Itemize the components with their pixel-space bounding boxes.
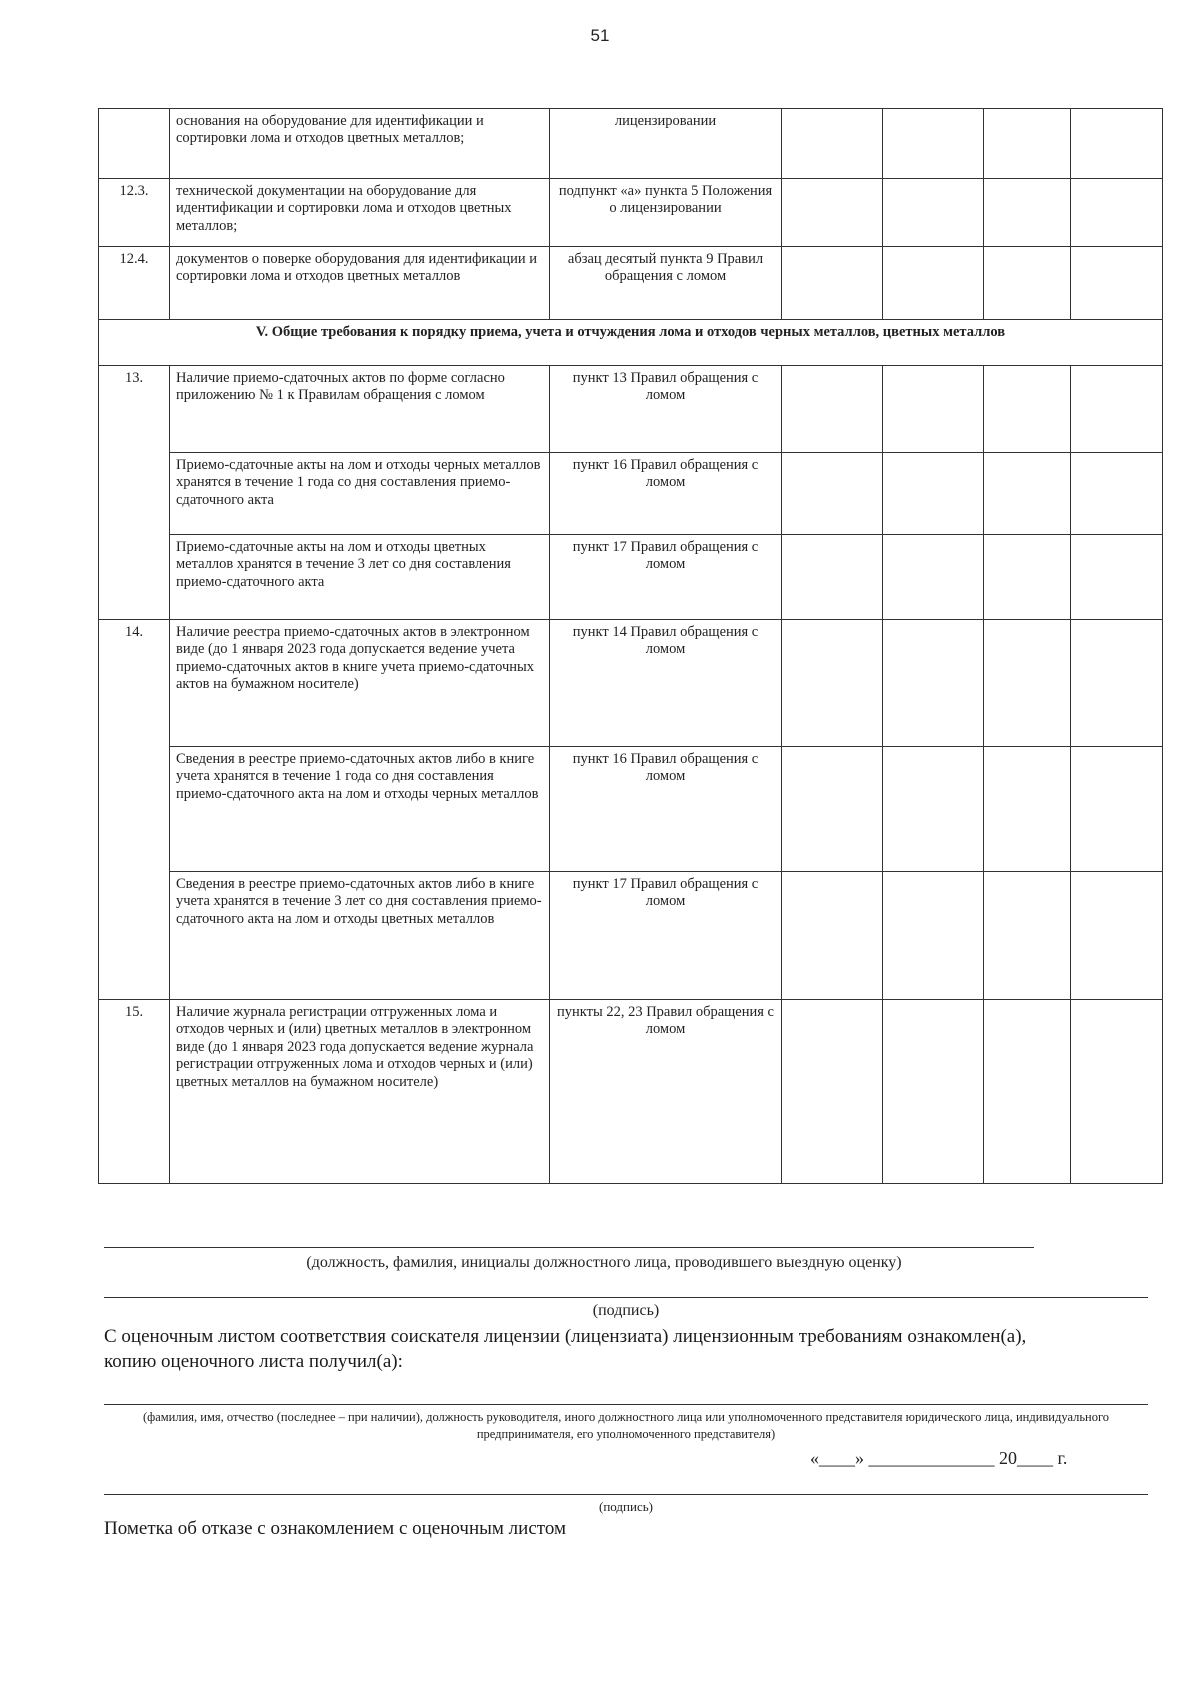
empty-cell [984, 247, 1071, 320]
requirement-text: Приемо-сдаточные акты на лом и отходы черных металлов хранятся в течение 1 года со дня составления приемо-сдаточного акта [170, 453, 550, 535]
second-signature-caption: (подпись) [599, 1499, 653, 1514]
empty-cell [883, 179, 984, 247]
empty-cell [984, 1000, 1071, 1184]
empty-cell [883, 872, 984, 1000]
requirement-text: Сведения в реестре приемо-сдаточных актов либо в книге учета хранятся в течение 3 лет со дня составления приемо-сдаточного акта на лом и отходы цветных металлов [170, 872, 550, 1000]
table-row [99, 366, 1163, 453]
row-number: 15. [99, 1000, 170, 1184]
empty-cell [1071, 1000, 1163, 1184]
legal-reference: пункт 16 Правил обращения с ломом [550, 453, 782, 535]
requirement-text: Приемо-сдаточные акты на лом и отходы цветных металлов хранятся в течение 3 лет со дня составления приемо-сдаточного акта [170, 535, 550, 620]
row-number [99, 109, 170, 179]
empty-cell [1071, 872, 1163, 1000]
position-signature-line [104, 1247, 1034, 1248]
empty-cell [1071, 620, 1163, 747]
requirement-text: Наличие журнала регистрации отгруженных лома и отходов черных и (или) цветных металлов в электронном виде (до 1 января 2023 года допускается ведение журнала регистрации отгруженных лома и отходов черных и (или) цветных металлов на бумажном носителе) [170, 1000, 550, 1184]
section-title: V. Общие требования к порядку приема, учета и отчуждения лома и отходов черных металлов, цветных металлов [99, 320, 1163, 366]
requirement-text: технической документации на оборудование для идентификации и сортировки лома и отходов цветных металлов; [170, 179, 550, 247]
empty-cell [984, 620, 1071, 747]
empty-cell [782, 179, 883, 247]
empty-cell [1071, 453, 1163, 535]
empty-cell [984, 179, 1071, 247]
date-field: «____» ______________ 20____ г. [810, 1448, 1068, 1468]
page-number: 51 [590, 26, 610, 45]
empty-cell [984, 535, 1071, 620]
assessment-table [98, 108, 1163, 1184]
legal-reference: пункты 22, 23 Правил обращения с ломом [550, 1000, 782, 1184]
empty-cell [1071, 109, 1163, 179]
table-row [99, 747, 1163, 872]
row-number: 12.3. [99, 179, 170, 247]
empty-cell [984, 366, 1071, 453]
legal-reference: пункт 16 Правил обращения с ломом [550, 747, 782, 872]
position-caption: (должность, фамилия, инициалы должностного лица, проводившего выездную оценку) [306, 1254, 902, 1271]
table-row [99, 535, 1163, 620]
refusal-note: Пометка об отказе с ознакомлением с оценочным листом [104, 1518, 566, 1539]
empty-cell [1071, 247, 1163, 320]
empty-cell [782, 1000, 883, 1184]
table-row [99, 620, 1163, 747]
requirement-text: Наличие приемо-сдаточных актов по форме согласно приложению № 1 к Правилам обращения с ломом [170, 366, 550, 453]
legal-reference: пункт 17 Правил обращения с ломом [550, 535, 782, 620]
table-row [99, 453, 1163, 535]
empty-cell [984, 109, 1071, 179]
table-row [99, 247, 1163, 320]
empty-cell [782, 535, 883, 620]
empty-cell [883, 453, 984, 535]
table-row [99, 1000, 1163, 1184]
empty-cell [984, 747, 1071, 872]
empty-cell [1071, 535, 1163, 620]
empty-cell [984, 453, 1071, 535]
empty-cell [883, 747, 984, 872]
acknowledgement-statement: С оценочным листом соответствия соискателя лицензии (лицензиата) лицензионным требованиям ознакомлен(а), копию оценочного листа получил(а): [104, 1326, 1027, 1372]
signature-caption: (подпись) [592, 1302, 660, 1319]
empty-cell [984, 872, 1071, 1000]
empty-cell [782, 620, 883, 747]
legal-reference: пункт 14 Правил обращения с ломом [550, 620, 782, 747]
legal-reference: абзац десятый пункта 9 Правил обращения с ломом [550, 247, 782, 320]
empty-cell [883, 366, 984, 453]
requirement-text: Сведения в реестре приемо-сдаточных актов либо в книге учета хранятся в течение 1 года со дня составления приемо-сдаточного акта на лом и отходы черных металлов [170, 747, 550, 872]
empty-cell [1071, 747, 1163, 872]
empty-cell [883, 535, 984, 620]
empty-cell [782, 453, 883, 535]
row-number: 14. [99, 620, 170, 1000]
empty-cell [782, 872, 883, 1000]
empty-cell [782, 247, 883, 320]
legal-reference: лицензировании [550, 109, 782, 179]
requirement-text: документов о поверке оборудования для идентификации и сортировки лома и отходов цветных металлов [170, 247, 550, 320]
row-number: 12.4. [99, 247, 170, 320]
empty-cell [782, 366, 883, 453]
empty-cell [883, 620, 984, 747]
table-row [99, 179, 1163, 247]
section-row [99, 320, 1163, 366]
table-row [99, 872, 1163, 1000]
table-row [99, 109, 1163, 179]
empty-cell [883, 247, 984, 320]
recipient-caption: (фамилия, имя, отчество (последнее – при наличии), должность руководителя, иного должностного лица или уполномоченного представителя юридического лица, индивидуального предпринимателя, его уполномоченного представителя) [142, 1410, 1110, 1441]
signature-line [104, 1297, 1148, 1298]
second-signature-line [104, 1494, 1148, 1495]
requirement-text: основания на оборудование для идентификации и сортировки лома и отходов цветных металлов; [170, 109, 550, 179]
empty-cell [1071, 366, 1163, 453]
empty-cell [1071, 179, 1163, 247]
empty-cell [782, 109, 883, 179]
legal-reference: пункт 17 Правил обращения с ломом [550, 872, 782, 1000]
recipient-line [104, 1404, 1148, 1405]
legal-reference: подпункт «а» пункта 5 Положения о лицензировании [550, 179, 782, 247]
empty-cell [883, 109, 984, 179]
empty-cell [782, 747, 883, 872]
row-number: 13. [99, 366, 170, 620]
empty-cell [883, 1000, 984, 1184]
legal-reference: пункт 13 Правил обращения с ломом [550, 366, 782, 453]
requirement-text: Наличие реестра приемо-сдаточных актов в электронном виде (до 1 января 2023 года допускается ведение учета приемо-сдаточных актов в книге учета приемо-сдаточных актов на бумажном носителе) [170, 620, 550, 747]
